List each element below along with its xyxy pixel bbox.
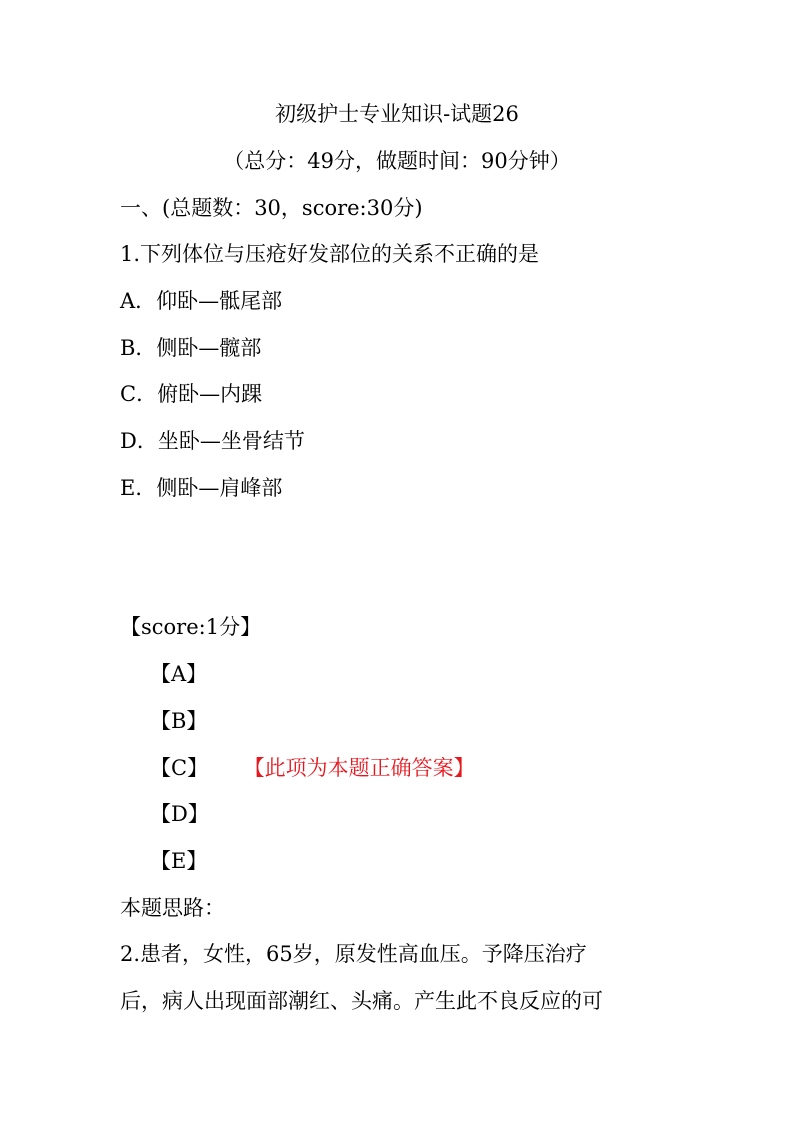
doc-meta: （总分：49分，做题时间：90分钟） — [223, 149, 571, 173]
answer-c-row — [150, 754, 475, 782]
doc-title: 初级护士专业知识-试题26 — [275, 102, 519, 126]
correct-answer-mark: 【此项为本题正确答案】 — [254, 756, 475, 780]
option-d: D．坐卧—坐骨结节 — [120, 429, 305, 453]
option-e: E．侧卧—肩峰部 — [120, 476, 283, 500]
explanation-label: 本题思路： — [120, 896, 225, 920]
section-heading: 一、(总题数：30，score:30分) — [120, 196, 423, 220]
option-a: A．仰卧—骶尾部 — [120, 289, 283, 313]
answer-d: 【D】 — [150, 802, 209, 826]
question-2-line-2: 后，病人出现面部潮红、头痛。产生此不良反应的可 — [120, 989, 603, 1013]
answer-c: 【C】 — [150, 756, 209, 780]
option-b: B．侧卧—髋部 — [120, 336, 262, 360]
answer-a: 【A】 — [150, 662, 208, 686]
score-label: 【score:1分】 — [120, 615, 262, 639]
answer-b: 【B】 — [150, 709, 208, 733]
option-c: C．俯卧—内踝 — [120, 382, 263, 406]
question-2-line-1: 2.患者，女性，65岁，原发性高血压。予降压治疗 — [120, 942, 587, 966]
answer-e: 【E】 — [150, 849, 208, 873]
question-1-stem: 1.下列体位与压疮好发部位的关系不正确的是 — [120, 242, 540, 266]
